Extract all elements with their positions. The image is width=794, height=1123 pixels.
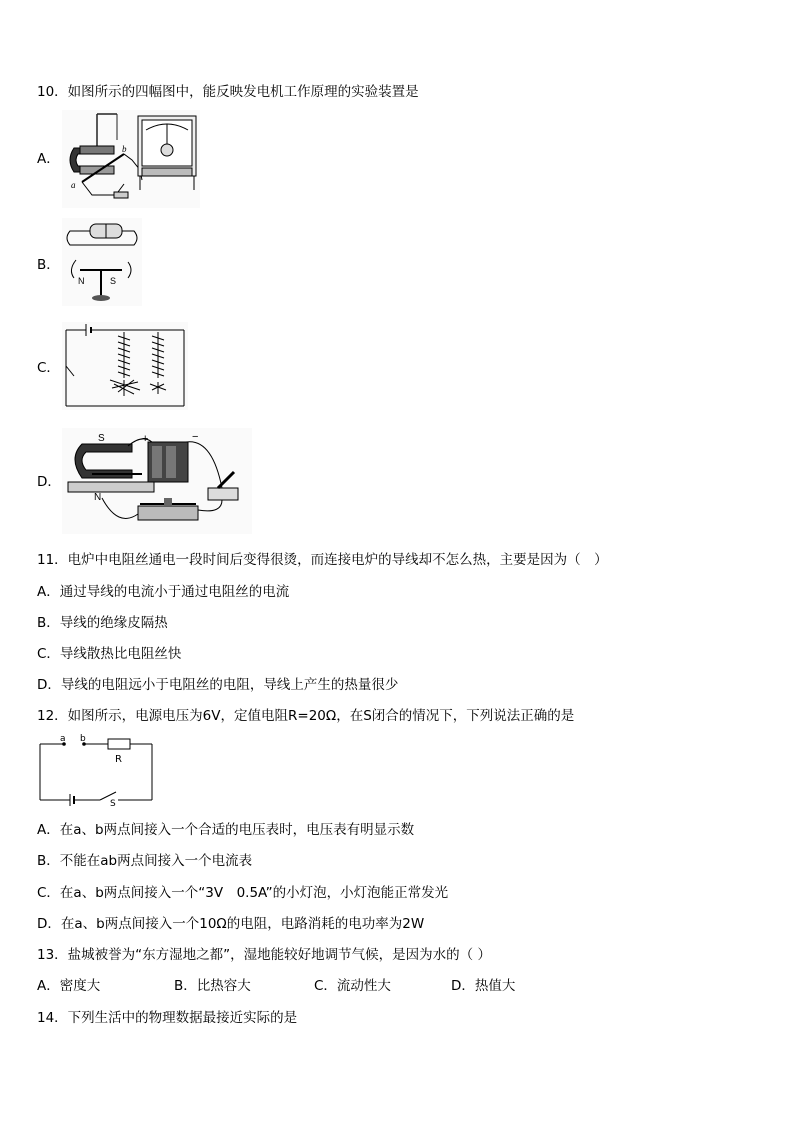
q10-a-label-a: a [71, 180, 76, 190]
q10-b-label-n: N [78, 276, 85, 286]
q10-b-label-s: S [110, 276, 117, 286]
q11-option-c: C．导线散热比电阻丝快 [37, 646, 182, 662]
q10-figure-a [62, 110, 200, 208]
q10-option-d-label: D． [37, 474, 61, 490]
q12-label-a: a [60, 734, 66, 744]
q12-option-d: D．在a、b两点间接入一个10Ω的电阻，电路消耗的电功率为2W [37, 916, 425, 932]
q12-label-b: b [80, 734, 86, 744]
q10-figure-d [62, 428, 252, 534]
q10-d-battery-plus: + [142, 433, 149, 445]
q11-option-b: B．导线的绝缘皮隔热 [37, 615, 168, 631]
q14-stem: 14．下列生活中的物理数据最接近实际的是 [37, 1010, 298, 1026]
q10-option-c-label: C． [37, 360, 60, 376]
q12-circuit-figure [38, 732, 156, 806]
q10-figure-b [62, 218, 142, 306]
q11-stem: 11．电炉中电阻丝通电一段时间后变得很烫，而连接电炉的导线却不怎么热，主要是因为（ ） [37, 552, 608, 568]
q12-option-c: C．在a、b两点间接入一个“3V 0.5A”的小灯泡，小灯泡能正常发光 [37, 885, 449, 901]
q13-option-a: A．密度大 [37, 978, 101, 994]
q13-stem: 13．盐城被誉为“东方湿地之都”，湿地能较好地调节气候，是因为水的（ ） [37, 947, 491, 963]
q10-d-label-s: S [98, 433, 105, 444]
q13-option-c: C．流动性大 [314, 978, 391, 994]
q13-option-b: B．比热容大 [174, 978, 251, 994]
q12-option-a: A．在a、b两点间接入一个合适的电压表时，电压表有明显示数 [37, 822, 415, 838]
q10-option-b-label: B． [37, 257, 60, 273]
q12-option-b: B．不能在ab两点间接入一个电流表 [37, 853, 253, 869]
q10-a-label-b: b [122, 144, 127, 154]
q11-option-d: D．导线的电阻远小于电阻丝的电阻，导线上产生的热量很少 [37, 677, 399, 693]
q11-option-a: A．通过导线的电流小于通过电阻丝的电流 [37, 584, 290, 600]
q13-option-d: D．热值大 [451, 978, 516, 994]
q10-figure-c [62, 322, 188, 410]
q10-d-label-n: N [94, 492, 102, 503]
q10-d-battery-minus: − [192, 431, 199, 443]
q12-stem: 12．如图所示，电源电压为6V，定值电阻R=20Ω，在S闭合的情况下，下列说法正确的是 [37, 708, 575, 724]
q12-label-r: R [115, 754, 122, 765]
q10-stem: 10．如图所示的四幅图中，能反映发电机工作原理的实验装置是 [37, 84, 419, 100]
q10-option-a-label: A． [37, 151, 60, 167]
q12-label-s: S [110, 799, 116, 806]
